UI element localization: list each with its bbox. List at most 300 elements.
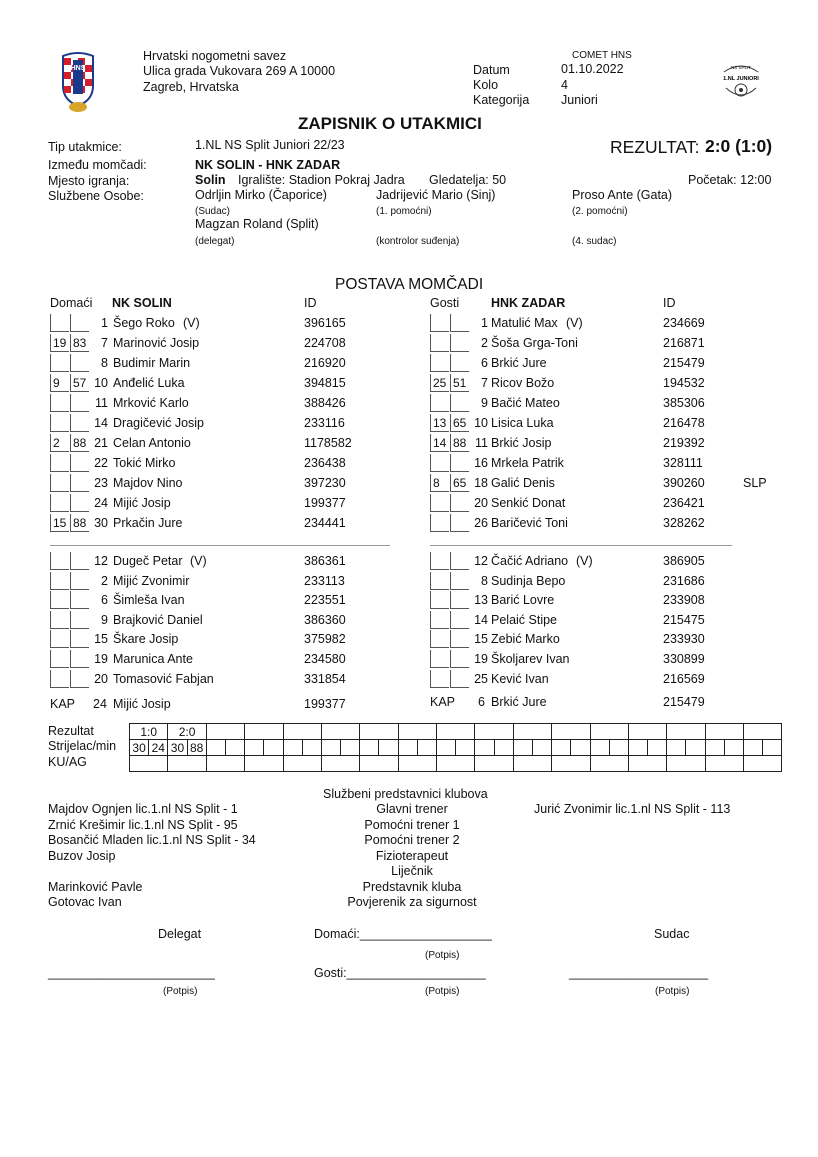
away-box-second bbox=[450, 552, 469, 570]
pocetak-value: Početak: 12:00 bbox=[688, 173, 772, 187]
official-role-pomocni-2: (2. pomoćni) bbox=[572, 206, 628, 217]
home-player-id: 386360 bbox=[304, 612, 346, 627]
rezultat-cell bbox=[398, 724, 436, 740]
club-official-home: Gotovac Ivan bbox=[48, 895, 122, 909]
away-box-second bbox=[450, 514, 469, 532]
rezultat-cell bbox=[437, 724, 475, 740]
home-player-id: 236438 bbox=[304, 456, 346, 470]
home-kap-id: 199377 bbox=[304, 697, 346, 711]
rezultat-cell bbox=[513, 724, 551, 740]
home-player-number: 6 bbox=[101, 593, 108, 608]
kuag-cell bbox=[206, 756, 244, 772]
official-name-sudac: Odrljin Mirko (Čaporice) bbox=[195, 188, 327, 202]
away-player-name: Čačić Adriano bbox=[491, 554, 569, 568]
strijelac-cell bbox=[763, 740, 782, 756]
away-player-id: 386905 bbox=[663, 554, 705, 568]
home-box-second bbox=[70, 394, 89, 412]
club-official-home: Marinković Pavle bbox=[48, 879, 143, 894]
home-box-second bbox=[70, 494, 89, 512]
home-player-id: 224708 bbox=[304, 336, 346, 350]
rezultat-cell bbox=[360, 724, 398, 740]
away-player-name: Šoša Grga-Toni bbox=[491, 336, 578, 350]
away-box-first bbox=[430, 611, 449, 629]
away-player-id: 233930 bbox=[663, 632, 705, 647]
delegat-potpis: (Potpis) bbox=[163, 986, 198, 997]
home-player-number: 30 bbox=[94, 516, 108, 530]
away-box-second bbox=[450, 454, 469, 472]
izmedu-value: NK SOLIN - HNK ZADAR bbox=[195, 158, 341, 172]
gosti-potpis: (Potpis) bbox=[425, 986, 460, 997]
away-box-first bbox=[430, 591, 449, 609]
home-player-number: 12 bbox=[94, 554, 108, 568]
kuag-cell bbox=[705, 756, 743, 772]
away-player-number: 12 bbox=[474, 554, 488, 568]
home-box-first bbox=[50, 630, 69, 648]
strijelac-cell bbox=[494, 740, 513, 756]
mjesto-label: Mjesto igranja: bbox=[48, 174, 130, 188]
away-box-first: 8 bbox=[430, 474, 449, 492]
away-box-first bbox=[430, 514, 449, 532]
home-box-second bbox=[70, 474, 89, 492]
away-box-first bbox=[430, 630, 449, 648]
gledatelja-value: Gledatelja: 50 bbox=[429, 173, 507, 187]
strijelac-cell bbox=[686, 740, 705, 756]
kuag-cell bbox=[360, 756, 398, 772]
official-name-pomocni-1: Jadrijević Mario (Sinj) bbox=[376, 188, 496, 202]
club-official-home: Majdov Ognjen lic.1.nl NS Split - 1 bbox=[48, 802, 238, 816]
strijelac-cell bbox=[609, 740, 628, 756]
strijelac-cell bbox=[590, 740, 609, 756]
away-player-number: 20 bbox=[474, 496, 488, 510]
home-box-first bbox=[50, 454, 69, 472]
home-box-second: 83 bbox=[70, 334, 89, 352]
away-player-id: 390260 bbox=[663, 476, 705, 490]
strijelac-cell bbox=[360, 740, 379, 756]
rezultat-cell bbox=[206, 724, 244, 740]
home-box-first bbox=[50, 591, 69, 609]
rezultat-cell bbox=[245, 724, 283, 740]
home-player-id: 388426 bbox=[304, 396, 346, 410]
home-player-name: Marunica Ante bbox=[113, 652, 193, 666]
strijelac-cell bbox=[552, 740, 571, 756]
strijelac-cell bbox=[341, 740, 360, 756]
home-box-first: 9 bbox=[50, 374, 69, 392]
strijelac-cell: 30 bbox=[130, 740, 149, 756]
home-player-name: Budimir Marin bbox=[113, 356, 191, 370]
home-box-first: 15 bbox=[50, 514, 69, 532]
rezultat-cell: 1:0 bbox=[130, 724, 168, 740]
strijelac-cell bbox=[724, 740, 743, 756]
home-player-number: 20 bbox=[94, 671, 108, 686]
home-player-name: Mrković Karlo bbox=[113, 396, 189, 410]
club-official-away: Jurić Zvonimir lic.1.nl NS Split - 113 bbox=[534, 802, 731, 816]
away-label: Gosti bbox=[430, 296, 460, 310]
sluzbene-label: Službene Osobe: bbox=[48, 189, 144, 203]
away-player-number: 1 bbox=[481, 316, 488, 330]
strijelac-cell bbox=[245, 740, 264, 756]
home-player-id: 234580 bbox=[304, 652, 346, 666]
datum-label: Datum bbox=[473, 63, 510, 77]
rezultat-cell bbox=[667, 724, 705, 740]
away-box-second: 51 bbox=[450, 374, 469, 392]
home-player-id: 394815 bbox=[304, 376, 346, 390]
home-player-name: Brajković Daniel bbox=[113, 612, 203, 627]
home-player-number: 1 bbox=[101, 316, 108, 330]
home-divider bbox=[50, 545, 390, 546]
home-player-name: Šego Roko bbox=[113, 316, 175, 330]
home-player-note: (V) bbox=[190, 554, 207, 568]
sudac-label: Sudac bbox=[654, 927, 690, 941]
home-player-id: 216920 bbox=[304, 356, 346, 370]
home-player-name: Škare Josip bbox=[113, 632, 179, 647]
home-player-name: Tokić Mirko bbox=[113, 456, 176, 470]
away-player-name: Školjarev Ivan bbox=[491, 652, 570, 666]
away-player-name: Brkić Josip bbox=[491, 436, 552, 450]
kolo-label: Kolo bbox=[473, 78, 499, 92]
strijelac-cell: 88 bbox=[187, 740, 206, 756]
home-player-name: Marinović Josip bbox=[113, 336, 200, 350]
rezultat-cell bbox=[283, 724, 321, 740]
home-box-second bbox=[70, 552, 89, 570]
kuag-cell bbox=[552, 756, 590, 772]
home-player-id: 375982 bbox=[304, 632, 346, 647]
kuag-cell bbox=[283, 756, 321, 772]
away-player-name: Mrkela Patrik bbox=[491, 456, 564, 470]
club-official-home: Buzov Josip bbox=[48, 848, 116, 863]
kuag-cell bbox=[245, 756, 283, 772]
home-player-name: Anđelić Luka bbox=[113, 376, 185, 390]
postava-title: POSTAVA MOMČADI bbox=[335, 276, 484, 293]
away-player-name: Barić Lovre bbox=[491, 593, 555, 608]
official-role-delegat: (delegat) bbox=[195, 236, 235, 247]
strijelac-cell bbox=[628, 740, 647, 756]
away-kap-label: KAP bbox=[430, 695, 456, 709]
kategorija-value: Juniori bbox=[561, 93, 598, 107]
home-player-number: 21 bbox=[94, 436, 108, 450]
away-player-number: 9 bbox=[481, 396, 488, 410]
home-box-first bbox=[50, 650, 69, 668]
away-player-note: (V) bbox=[566, 316, 583, 330]
away-box-first bbox=[430, 454, 449, 472]
club-official-role: Povjerenik za sigurnost bbox=[347, 895, 477, 909]
home-player-note: (V) bbox=[183, 316, 200, 330]
kuag-cell bbox=[168, 756, 206, 772]
strijelac-cell bbox=[225, 740, 244, 756]
kuag-row bbox=[130, 756, 782, 772]
home-player-number: 24 bbox=[94, 496, 108, 510]
strijelac-cell bbox=[744, 740, 763, 756]
org-line-3: Zagreb, Hrvatska bbox=[143, 80, 239, 94]
home-player-name: Šimleša Ivan bbox=[113, 593, 185, 608]
home-player-number: 11 bbox=[95, 396, 108, 410]
delegat-label: Delegat bbox=[158, 927, 202, 941]
away-player-id: 328262 bbox=[663, 516, 705, 530]
away-box-first bbox=[430, 394, 449, 412]
home-box-first: 2 bbox=[50, 434, 69, 452]
away-box-second: 65 bbox=[450, 474, 469, 492]
away-player-id: 216871 bbox=[663, 336, 705, 350]
home-box-second bbox=[70, 591, 89, 609]
away-player-id: 233908 bbox=[663, 593, 705, 608]
official-name-pomocni-2: Proso Ante (Gata) bbox=[572, 188, 673, 202]
home-player-name: Prkačin Jure bbox=[113, 516, 183, 530]
strijelac-cell bbox=[456, 740, 475, 756]
home-player-number: 15 bbox=[94, 632, 108, 647]
strijelac-cell bbox=[264, 740, 283, 756]
document-title: ZAPISNIK O UTAKMICI bbox=[298, 114, 482, 133]
away-player-name: Lisica Luka bbox=[491, 416, 554, 430]
home-box-first bbox=[50, 414, 69, 432]
away-box-second: 88 bbox=[450, 434, 469, 452]
rezultat-cell bbox=[628, 724, 666, 740]
strijelac-cell bbox=[648, 740, 667, 756]
away-box-second bbox=[450, 334, 469, 352]
igraliste-value: Igralište: Stadion Pokraj Jadra bbox=[238, 173, 405, 187]
away-box-first: 25 bbox=[430, 374, 449, 392]
rezultat-label: REZULTAT: bbox=[610, 137, 700, 157]
away-player-number: 6 bbox=[481, 356, 488, 370]
away-player-name: Zebić Marko bbox=[491, 632, 560, 647]
strijelac-cell bbox=[705, 740, 724, 756]
strijelac-cell: 24 bbox=[149, 740, 168, 756]
strijelac-cell bbox=[283, 740, 302, 756]
away-box-second bbox=[450, 314, 469, 332]
home-player-number: 23 bbox=[94, 476, 108, 490]
away-box-second bbox=[450, 494, 469, 512]
away-player-number: 2 bbox=[481, 336, 488, 350]
home-kap-name: Mijić Josip bbox=[113, 697, 171, 711]
rezultat-value: 2:0 (1:0) bbox=[705, 136, 773, 156]
home-box-first bbox=[50, 611, 69, 629]
kategorija-label: Kategorija bbox=[473, 93, 530, 107]
home-player-id: 331854 bbox=[304, 671, 346, 686]
kuag-cell bbox=[130, 756, 168, 772]
home-player-number: 10 bbox=[94, 376, 108, 390]
away-player-name: Baričević Toni bbox=[491, 516, 568, 530]
official-role-sudac: (Sudac) bbox=[195, 206, 231, 217]
away-player-number: 26 bbox=[474, 516, 488, 530]
away-player-number: 11 bbox=[475, 436, 488, 450]
score-table bbox=[129, 723, 782, 772]
strijelac-row-label: Strijelac/min bbox=[48, 739, 117, 753]
away-player-id: 231686 bbox=[663, 573, 705, 588]
away-player-number: 19 bbox=[474, 652, 488, 666]
home-box-second bbox=[70, 611, 89, 629]
away-player-id: 328111 bbox=[663, 456, 703, 470]
away-player-id: 330899 bbox=[663, 652, 705, 666]
strijelac-cell bbox=[379, 740, 398, 756]
away-player-number: 10 bbox=[474, 416, 488, 430]
home-player-name: Tomasović Fabjan bbox=[113, 671, 214, 686]
away-id-label: ID bbox=[663, 296, 676, 310]
club-official-role: Pomoćni trener 2 bbox=[364, 833, 460, 847]
rezultat-cell bbox=[321, 724, 359, 740]
away-player-name: Senkić Donat bbox=[491, 496, 566, 510]
away-player-id: 215479 bbox=[663, 356, 705, 370]
home-id-label: ID bbox=[304, 296, 317, 310]
away-player-name: Sudinja Bepo bbox=[491, 573, 566, 588]
away-player-name: Kević Ivan bbox=[491, 671, 549, 686]
home-label: Domaći bbox=[50, 296, 93, 310]
org-line-2: Ulica grada Vukovara 269 A 10000 bbox=[143, 64, 336, 78]
away-player-number: 25 bbox=[474, 671, 488, 686]
official-role-kontrolor: (kontrolor suđenja) bbox=[376, 236, 460, 247]
gosti-signature: Gosti:____________________ bbox=[314, 966, 486, 980]
away-box-first bbox=[430, 334, 449, 352]
away-player-id: 236421 bbox=[663, 496, 705, 510]
home-box-first bbox=[50, 494, 69, 512]
home-player-id: 233116 bbox=[304, 416, 345, 430]
away-player-note: (V) bbox=[576, 554, 593, 568]
kuag-cell bbox=[398, 756, 436, 772]
tip-label: Tip utakmice: bbox=[48, 140, 122, 154]
away-player-number: 15 bbox=[474, 632, 488, 647]
home-box-second bbox=[70, 314, 89, 332]
home-player-id: 397230 bbox=[304, 476, 346, 490]
strijelac-cell bbox=[398, 740, 417, 756]
away-box-first bbox=[430, 494, 449, 512]
sudac-signature-line: ____________________ bbox=[569, 966, 709, 980]
kuag-cell bbox=[744, 756, 782, 772]
club-official-role: Liječnik bbox=[391, 864, 433, 878]
izmedu-label: Između momčadi: bbox=[48, 158, 147, 172]
home-player-name: Dugeč Petar bbox=[113, 554, 183, 568]
league-logo bbox=[718, 58, 764, 100]
home-box-second bbox=[70, 414, 89, 432]
strijelac-cell bbox=[417, 740, 436, 756]
domaci-signature: Domaći:___________________ bbox=[314, 927, 492, 941]
away-player-number: 14 bbox=[474, 612, 488, 627]
hns-logo-text: HNS bbox=[70, 65, 86, 72]
strijelac-row bbox=[130, 740, 782, 756]
kuag-cell bbox=[475, 756, 513, 772]
hns-logo bbox=[55, 50, 101, 114]
kuag-cell bbox=[590, 756, 628, 772]
away-box-second: 65 bbox=[450, 414, 469, 432]
home-player-name: Mijić Josip bbox=[113, 496, 171, 510]
club-official-role: Predstavnik kluba bbox=[362, 879, 462, 894]
rezultat-cell bbox=[590, 724, 628, 740]
home-player-id: 1178582 bbox=[304, 436, 352, 450]
home-box-first bbox=[50, 314, 69, 332]
strijelac-cell bbox=[321, 740, 340, 756]
comet-label: COMET HNS bbox=[572, 50, 632, 61]
kuag-row-label: KU/AG bbox=[48, 755, 87, 769]
club-official-home: Zrnić Krešimir lic.1.nl NS Split - 95 bbox=[48, 817, 238, 832]
away-player-number: 7 bbox=[481, 376, 488, 390]
away-player-name: Matulić Max bbox=[491, 316, 558, 330]
away-player-id: 219392 bbox=[663, 436, 705, 450]
home-player-name: Mijić Zvonimir bbox=[113, 573, 190, 588]
away-player-number: 8 bbox=[481, 573, 488, 588]
tip-value: 1.NL NS Split Juniori 22/23 bbox=[195, 138, 345, 152]
strijelac-cell bbox=[532, 740, 551, 756]
datum-value: 01.10.2022 bbox=[561, 62, 624, 76]
rezultat-cell bbox=[705, 724, 743, 740]
rezultat-cell bbox=[552, 724, 590, 740]
club-official-role: Pomoćni trener 1 bbox=[364, 817, 460, 832]
home-box-second bbox=[70, 354, 89, 372]
club-official-home: Bosančić Mladen lic.1.nl NS Split - 34 bbox=[48, 833, 256, 847]
club-officials-title: Službeni predstavnici klubova bbox=[323, 787, 488, 801]
away-player-number: 13 bbox=[474, 593, 488, 608]
away-player-name: Pelaić Stipe bbox=[491, 612, 558, 627]
away-player-extra: SLP bbox=[743, 476, 767, 490]
kuag-cell bbox=[513, 756, 551, 772]
away-box-first bbox=[430, 314, 449, 332]
away-player-name: Bačić Mateo bbox=[491, 396, 560, 410]
strijelac-cell bbox=[437, 740, 456, 756]
home-player-id: 386361 bbox=[304, 554, 346, 568]
away-divider bbox=[430, 545, 732, 546]
kuag-cell bbox=[437, 756, 475, 772]
away-player-id: 234669 bbox=[663, 316, 705, 330]
home-player-number: 7 bbox=[101, 336, 108, 350]
home-box-second: 57 bbox=[70, 374, 89, 392]
home-box-second: 88 bbox=[70, 514, 89, 532]
home-player-number: 22 bbox=[94, 456, 108, 470]
away-box-second bbox=[450, 591, 469, 609]
away-box-second bbox=[450, 630, 469, 648]
delegat-signature-line: ________________________ bbox=[48, 966, 215, 980]
kolo-value: 4 bbox=[561, 78, 568, 92]
away-player-name: Galić Denis bbox=[491, 476, 555, 490]
home-player-id: 234441 bbox=[304, 516, 346, 530]
home-box-first bbox=[50, 394, 69, 412]
home-player-number: 2 bbox=[101, 573, 108, 588]
home-box-second bbox=[70, 650, 89, 668]
kuag-cell bbox=[628, 756, 666, 772]
home-box-second bbox=[70, 454, 89, 472]
rezultat-cell bbox=[744, 724, 782, 740]
away-box-first: 13 bbox=[430, 414, 449, 432]
away-box-second bbox=[450, 394, 469, 412]
mjesto-value: Solin bbox=[195, 173, 226, 187]
away-player-name: Ricov Božo bbox=[491, 376, 555, 390]
away-player-number: 18 bbox=[474, 476, 488, 490]
club-official-role: Glavni trener bbox=[376, 802, 448, 816]
home-player-id: 199377 bbox=[304, 496, 346, 510]
away-player-id: 194532 bbox=[663, 376, 705, 390]
away-box-second bbox=[450, 572, 469, 590]
home-player-number: 14 bbox=[94, 416, 108, 430]
rezultat-cell bbox=[475, 724, 513, 740]
away-box-first bbox=[430, 552, 449, 570]
sudac-potpis: (Potpis) bbox=[655, 986, 690, 997]
official-role-pomocni-1: (1. pomoćni) bbox=[376, 206, 432, 217]
kuag-cell bbox=[667, 756, 705, 772]
home-team-name: NK SOLIN bbox=[112, 296, 172, 310]
strijelac-cell bbox=[667, 740, 686, 756]
away-kap-number: 6 bbox=[478, 695, 485, 709]
away-box-second bbox=[450, 354, 469, 372]
strijelac-cell bbox=[206, 740, 225, 756]
away-box-first bbox=[430, 572, 449, 590]
home-box-first bbox=[50, 572, 69, 590]
away-player-id: 215475 bbox=[663, 612, 705, 627]
official-name-delegat: Magzan Roland (Split) bbox=[195, 217, 319, 231]
strijelac-cell: 30 bbox=[168, 740, 187, 756]
home-player-name: Dragičević Josip bbox=[113, 416, 205, 430]
home-player-id: 233113 bbox=[304, 573, 345, 588]
club-official-role: Fizioterapeut bbox=[375, 848, 449, 863]
home-player-number: 9 bbox=[101, 612, 108, 627]
away-kap-id: 215479 bbox=[663, 695, 705, 709]
away-player-id: 385306 bbox=[663, 396, 705, 410]
rezultat-row bbox=[130, 724, 782, 740]
strijelac-cell bbox=[513, 740, 532, 756]
away-player-id: 216569 bbox=[663, 671, 705, 686]
